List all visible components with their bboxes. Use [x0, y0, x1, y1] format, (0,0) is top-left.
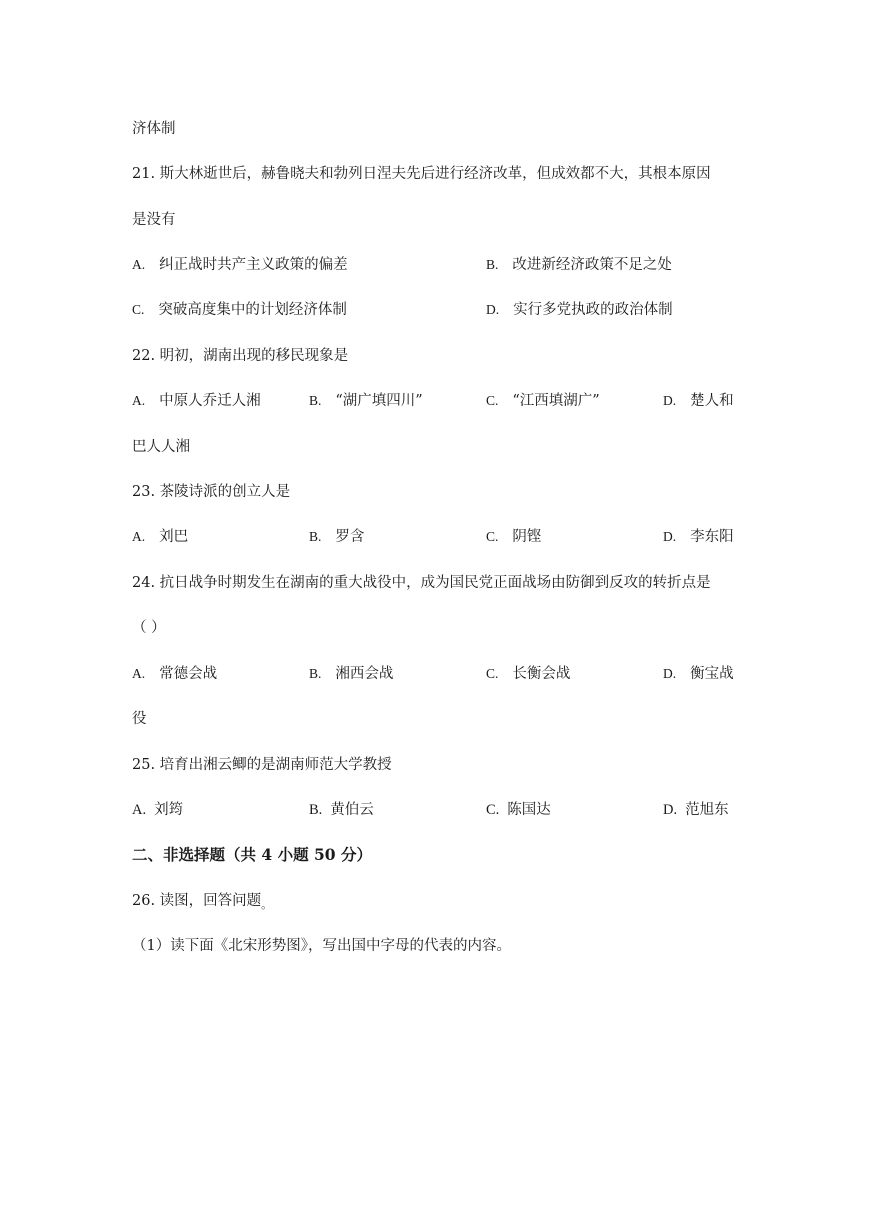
q25-option-c[interactable]: C. 陈国达: [486, 802, 551, 818]
q25-stem: 25. 培育出湘云鲫的是湖南师范大学教授: [132, 757, 392, 773]
q21-option-b[interactable]: B. 改进新经济政策不足之处: [486, 257, 672, 273]
q24-stem-line1: 24. 抗日战争时期发生在湖南的重大战役中，成为国民党正面战场由防御到反攻的转折点是: [132, 575, 711, 591]
q22-option-b[interactable]: B. “湖广填四川”: [309, 393, 423, 409]
q23-option-a[interactable]: A. 刘巴: [132, 529, 189, 545]
q21-options-row2: [132, 300, 752, 320]
q24-option-a[interactable]: A. 常德会战: [132, 666, 218, 682]
q25-option-a[interactable]: A. 刘筠: [132, 802, 184, 818]
q21-stem-line2: 是没有: [132, 212, 176, 228]
q24-option-b[interactable]: B. 湘西会战: [309, 666, 394, 682]
q26-stem-mark: 。: [261, 898, 273, 911]
q26-sub1: （1）读下面《北宋形势图》，写出国中字母的代表的内容。: [132, 938, 511, 954]
q24-option-d[interactable]: D. 衡宝战: [663, 666, 734, 682]
q21-option-d[interactable]: D. 实行多党执政的政治体制: [486, 302, 673, 318]
continuation-text: 济体制: [132, 121, 176, 137]
q21-option-c[interactable]: C. 突破高度集中的计划经济体制: [132, 302, 347, 318]
section-heading: 二、非选择题（共 4 小题 50 分）: [132, 845, 372, 864]
q21-option-a[interactable]: A. 纠正战时共产主义政策的偏差: [132, 257, 348, 273]
q23-option-b[interactable]: B. 罗含: [309, 529, 365, 545]
q25-option-d[interactable]: D. 范旭东: [663, 802, 729, 818]
q21-stem-line1: 21. 斯大林逝世后，赫鲁晓夫和勃列日涅夫先后进行经济改革，但成效都不大，其根本原因: [132, 166, 711, 182]
q22-option-a[interactable]: A. 中原人乔迁人湘: [132, 393, 261, 409]
q24-option-wrap: 役: [132, 711, 147, 727]
q22-option-wrap: 巴人人湘: [132, 439, 190, 455]
q24-stem-line2: （ ）: [132, 620, 166, 636]
q23-option-c[interactable]: C. 阴铿: [486, 529, 542, 545]
q23-options: [132, 527, 752, 547]
q22-stem: 22. 明初，湖南出现的移民现象是: [132, 348, 349, 364]
q23-stem: 23. 茶陵诗派的创立人是: [132, 484, 291, 500]
q25-option-b[interactable]: B. 黄伯云: [309, 802, 374, 818]
q22-option-c[interactable]: C. “江西填湖广”: [486, 393, 600, 409]
q26-stem: 26. 读图，回答问题: [132, 893, 262, 909]
q26-stem-line: [132, 891, 272, 915]
q22-option-d[interactable]: D. 楚人和: [663, 393, 734, 409]
q21-options-row1: [132, 255, 752, 275]
q24-option-c[interactable]: C. 长衡会战: [486, 666, 571, 682]
q25-options: [132, 800, 752, 820]
q24-options: [132, 664, 752, 684]
q22-options: [132, 391, 752, 411]
q23-option-d[interactable]: D. 李东阳: [663, 529, 734, 545]
